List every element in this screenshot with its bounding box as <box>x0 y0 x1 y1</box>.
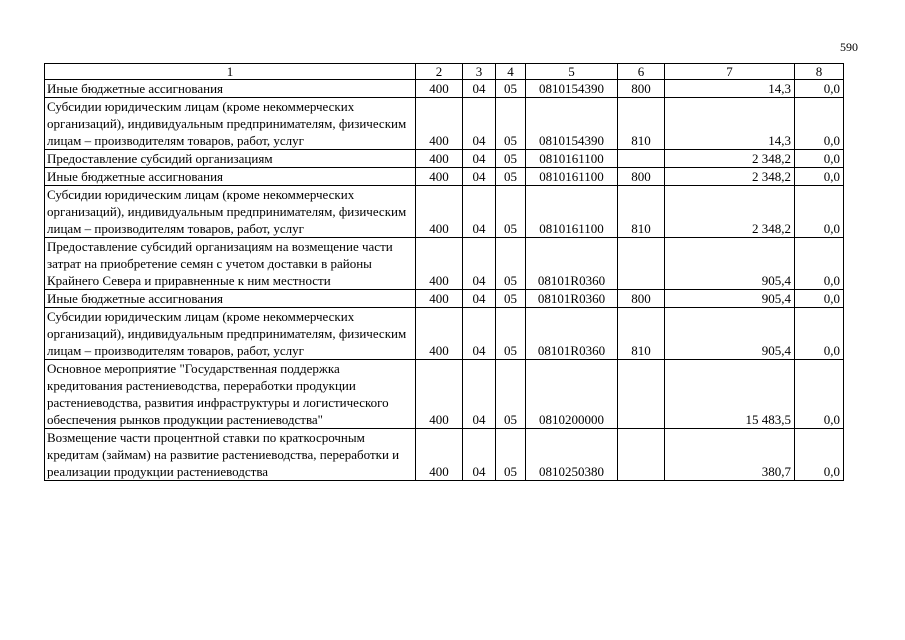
row-amount: 2 348,2 <box>665 186 795 238</box>
row-code-ministry: 400 <box>416 168 463 186</box>
row-code-subsection: 05 <box>496 150 526 168</box>
header-cell-6: 6 <box>618 64 665 80</box>
row-code-subsection: 05 <box>496 80 526 98</box>
row-code-target: 08101R0360 <box>526 238 618 290</box>
table-row <box>45 98 844 150</box>
row-code-ministry: 400 <box>416 150 463 168</box>
row-code-expense-type: 800 <box>618 80 665 98</box>
row-amount-2: 0,0 <box>795 80 844 98</box>
row-code-subsection: 05 <box>496 98 526 150</box>
row-code-target: 0810161100 <box>526 168 618 186</box>
row-code-expense-type <box>618 360 665 429</box>
row-code-target: 0810250380 <box>526 429 618 481</box>
row-name: Иные бюджетные ассигнования <box>45 168 416 186</box>
row-amount-2: 0,0 <box>795 429 844 481</box>
row-amount: 905,4 <box>665 290 795 308</box>
row-code-ministry: 400 <box>416 308 463 360</box>
row-amount: 905,4 <box>665 238 795 290</box>
row-code-ministry: 400 <box>416 186 463 238</box>
header-cell-1: 1 <box>45 64 416 80</box>
row-name: Субсидии юридическим лицам (кроме некоммерческих организаций), индивидуальным предпринимателям, физическим лицам – производителям товаров, работ, услуг <box>45 186 416 238</box>
row-code-target: 0810161100 <box>526 150 618 168</box>
row-amount-2: 0,0 <box>795 168 844 186</box>
row-name: Предоставление субсидий организациям на возмещение части затрат на приобретение семян с учетом доставки в районы Крайнего Севера и приравненные к ним местности <box>45 238 416 290</box>
row-code-section: 04 <box>463 186 496 238</box>
row-code-section: 04 <box>463 168 496 186</box>
row-code-target: 0810161100 <box>526 186 618 238</box>
row-code-subsection: 05 <box>496 360 526 429</box>
row-code-section: 04 <box>463 238 496 290</box>
row-amount: 14,3 <box>665 98 795 150</box>
row-code-section: 04 <box>463 360 496 429</box>
row-code-subsection: 05 <box>496 429 526 481</box>
row-code-expense-type <box>618 150 665 168</box>
row-code-section: 04 <box>463 429 496 481</box>
row-code-ministry: 400 <box>416 80 463 98</box>
row-name: Предоставление субсидий организациям <box>45 150 416 168</box>
row-amount: 14,3 <box>665 80 795 98</box>
row-amount: 15 483,5 <box>665 360 795 429</box>
row-code-subsection: 05 <box>496 186 526 238</box>
row-code-subsection: 05 <box>496 290 526 308</box>
header-row <box>45 64 844 80</box>
row-code-target: 08101R0360 <box>526 290 618 308</box>
row-code-subsection: 05 <box>496 308 526 360</box>
row-code-section: 04 <box>463 308 496 360</box>
table-row <box>45 80 844 98</box>
row-code-ministry: 400 <box>416 98 463 150</box>
row-code-subsection: 05 <box>496 238 526 290</box>
header-cell-8: 8 <box>795 64 844 80</box>
row-amount-2: 0,0 <box>795 290 844 308</box>
row-name: Основное мероприятие "Государственная поддержка кредитования растениеводства, переработки продукции растениеводства, развития инфраструктуры и логистического обеспечения рынков продукции растениеводства" <box>45 360 416 429</box>
table-row <box>45 150 844 168</box>
row-code-target: 0810154390 <box>526 98 618 150</box>
row-amount-2: 0,0 <box>795 308 844 360</box>
header-cell-4: 4 <box>496 64 526 80</box>
row-code-ministry: 400 <box>416 290 463 308</box>
row-code-expense-type: 810 <box>618 98 665 150</box>
row-name: Возмещение части процентной ставки по краткосрочным кредитам (займам) на развитие растениеводства, переработки и реализации продукции растениеводства <box>45 429 416 481</box>
row-name: Иные бюджетные ассигнования <box>45 80 416 98</box>
row-code-expense-type <box>618 429 665 481</box>
table-row <box>45 308 844 360</box>
table-row <box>45 429 844 481</box>
row-amount: 380,7 <box>665 429 795 481</box>
row-code-expense-type: 810 <box>618 186 665 238</box>
row-amount-2: 0,0 <box>795 186 844 238</box>
row-amount-2: 0,0 <box>795 150 844 168</box>
row-code-expense-type <box>618 238 665 290</box>
row-amount-2: 0,0 <box>795 238 844 290</box>
row-code-target: 08101R0360 <box>526 308 618 360</box>
table-body <box>45 80 844 481</box>
row-amount: 905,4 <box>665 308 795 360</box>
row-code-ministry: 400 <box>416 429 463 481</box>
row-code-section: 04 <box>463 80 496 98</box>
table-row <box>45 360 844 429</box>
table-row <box>45 238 844 290</box>
row-code-section: 04 <box>463 290 496 308</box>
row-name: Субсидии юридическим лицам (кроме некоммерческих организаций), индивидуальным предпринимателям, физическим лицам – производителям товаров, работ, услуг <box>45 308 416 360</box>
budget-table <box>44 63 844 481</box>
header-cell-5: 5 <box>526 64 618 80</box>
row-amount-2: 0,0 <box>795 98 844 150</box>
row-name: Субсидии юридическим лицам (кроме некоммерческих организаций), индивидуальным предпринимателям, физическим лицам – производителям товаров, работ, услуг <box>45 98 416 150</box>
row-code-section: 04 <box>463 98 496 150</box>
row-code-target: 0810200000 <box>526 360 618 429</box>
row-code-expense-type: 800 <box>618 168 665 186</box>
row-code-subsection: 05 <box>496 168 526 186</box>
header-cell-3: 3 <box>463 64 496 80</box>
page-number: 590 <box>840 40 858 54</box>
row-code-ministry: 400 <box>416 238 463 290</box>
table-row <box>45 168 844 186</box>
row-code-ministry: 400 <box>416 360 463 429</box>
header-cell-7: 7 <box>665 64 795 80</box>
row-amount: 2 348,2 <box>665 168 795 186</box>
row-code-expense-type: 810 <box>618 308 665 360</box>
row-code-section: 04 <box>463 150 496 168</box>
row-amount: 2 348,2 <box>665 150 795 168</box>
table-row <box>45 290 844 308</box>
row-code-target: 0810154390 <box>526 80 618 98</box>
row-code-expense-type: 800 <box>618 290 665 308</box>
table-row <box>45 186 844 238</box>
row-name: Иные бюджетные ассигнования <box>45 290 416 308</box>
header-cell-2: 2 <box>416 64 463 80</box>
row-amount-2: 0,0 <box>795 360 844 429</box>
